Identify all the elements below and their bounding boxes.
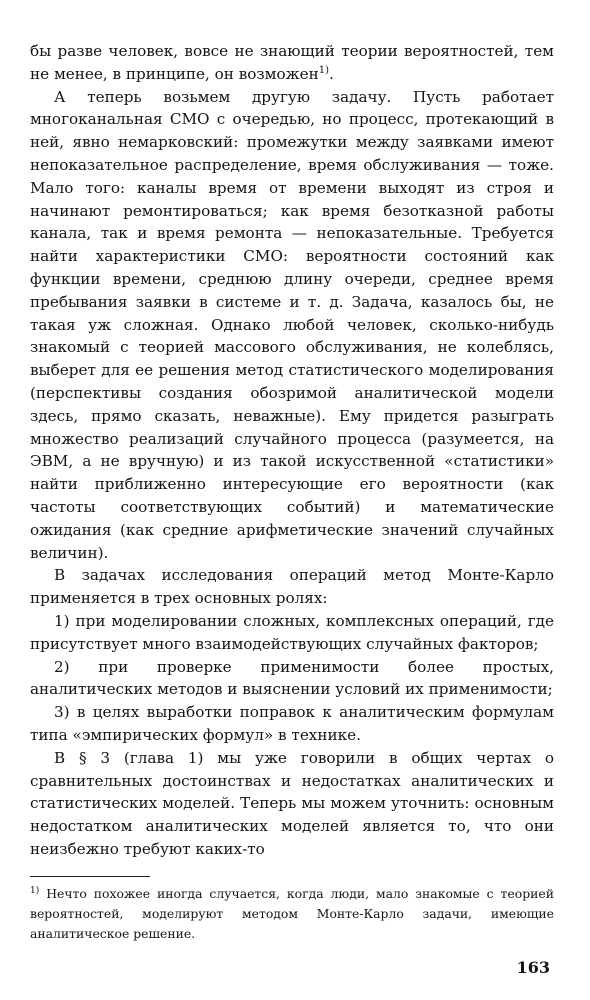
footnote-text: Нечто похожее иногда случается, когда люди, мало знакомые с теорией вероятностей, моделируют методом Монте-Карло задачи, имеющие аналитическое решение. [30, 886, 554, 941]
list-item-2: 2) при проверке применимости более простых, аналитических методов и выяснении условий их применимости; [30, 657, 554, 699]
footnote-reference: 1) [318, 64, 329, 76]
paragraph-2: А теперь возьмем другую задачу. Пусть работает многоканальная СМО с очередью, но процесс, протекающий в ней, явно немарковский: промежутки между заявками имеют непоказательное распределение, время обслуживания — тоже. Мало того: каналы время от времени выходят из строя и начинают ремонтироваться; как время безотказной работы канала, так и время ремонта — непоказательные. Требуется найти характеристики СМО: вероятности состояний как функции времени, среднюю длину очереди, среднее время пребывания заявки в системе и т. д. Задача, казалось бы, не такая уж сложная. Однако любой человек, сколько-нибудь знакомый с теорией массового обслуживания, не колеблясь, выберет для ее решения метод статистического моделирования (перспективы создания обозримой аналитической модели здесь, прямо сказать, неважные). Ему придется разыграть множество реализаций случайного процесса (разумеется, на ЭВМ, а не вручную) и из такой искусственной «статистики» найти приближенно интересующие его вероятности (как частоты соответствующих событий) и математические ожидания (как средние арифметические значений случайных величин). [30, 87, 554, 562]
page-number: 163 [516, 958, 550, 977]
paragraph-4: В § 3 (глава 1) мы уже говорили в общих чертах о сравнительных достоинствах и недостатках аналитических и статистических моделей. Теперь мы можем уточнить: основным недостатком аналитических моделей является то, что они неизбежно требуют каких-то [30, 748, 554, 858]
footnote-mark: 1) [30, 885, 40, 896]
paragraph-1 [30, 40, 554, 86]
main-text [30, 40, 554, 861]
paragraph-1-tail: . [329, 64, 334, 83]
list-item-3: 3) в целях выработки поправок к аналитическим формулам типа «эмпирических формул» в технике. [30, 703, 554, 744]
list-item-1: 1) при моделировании сложных, комплексных операций, где присутствует много взаимодействующих случайных факторов; [30, 611, 554, 653]
paragraph-1-text: бы разве человек, вовсе не знающий теории вероятностей, тем не менее, в принципе, он возможен [30, 42, 554, 83]
paragraph-3: В задачах исследования операций метод Монте-Карло применяется в трех основных ролях: [30, 566, 554, 608]
footnote-separator [30, 876, 150, 877]
footnote [30, 884, 554, 944]
